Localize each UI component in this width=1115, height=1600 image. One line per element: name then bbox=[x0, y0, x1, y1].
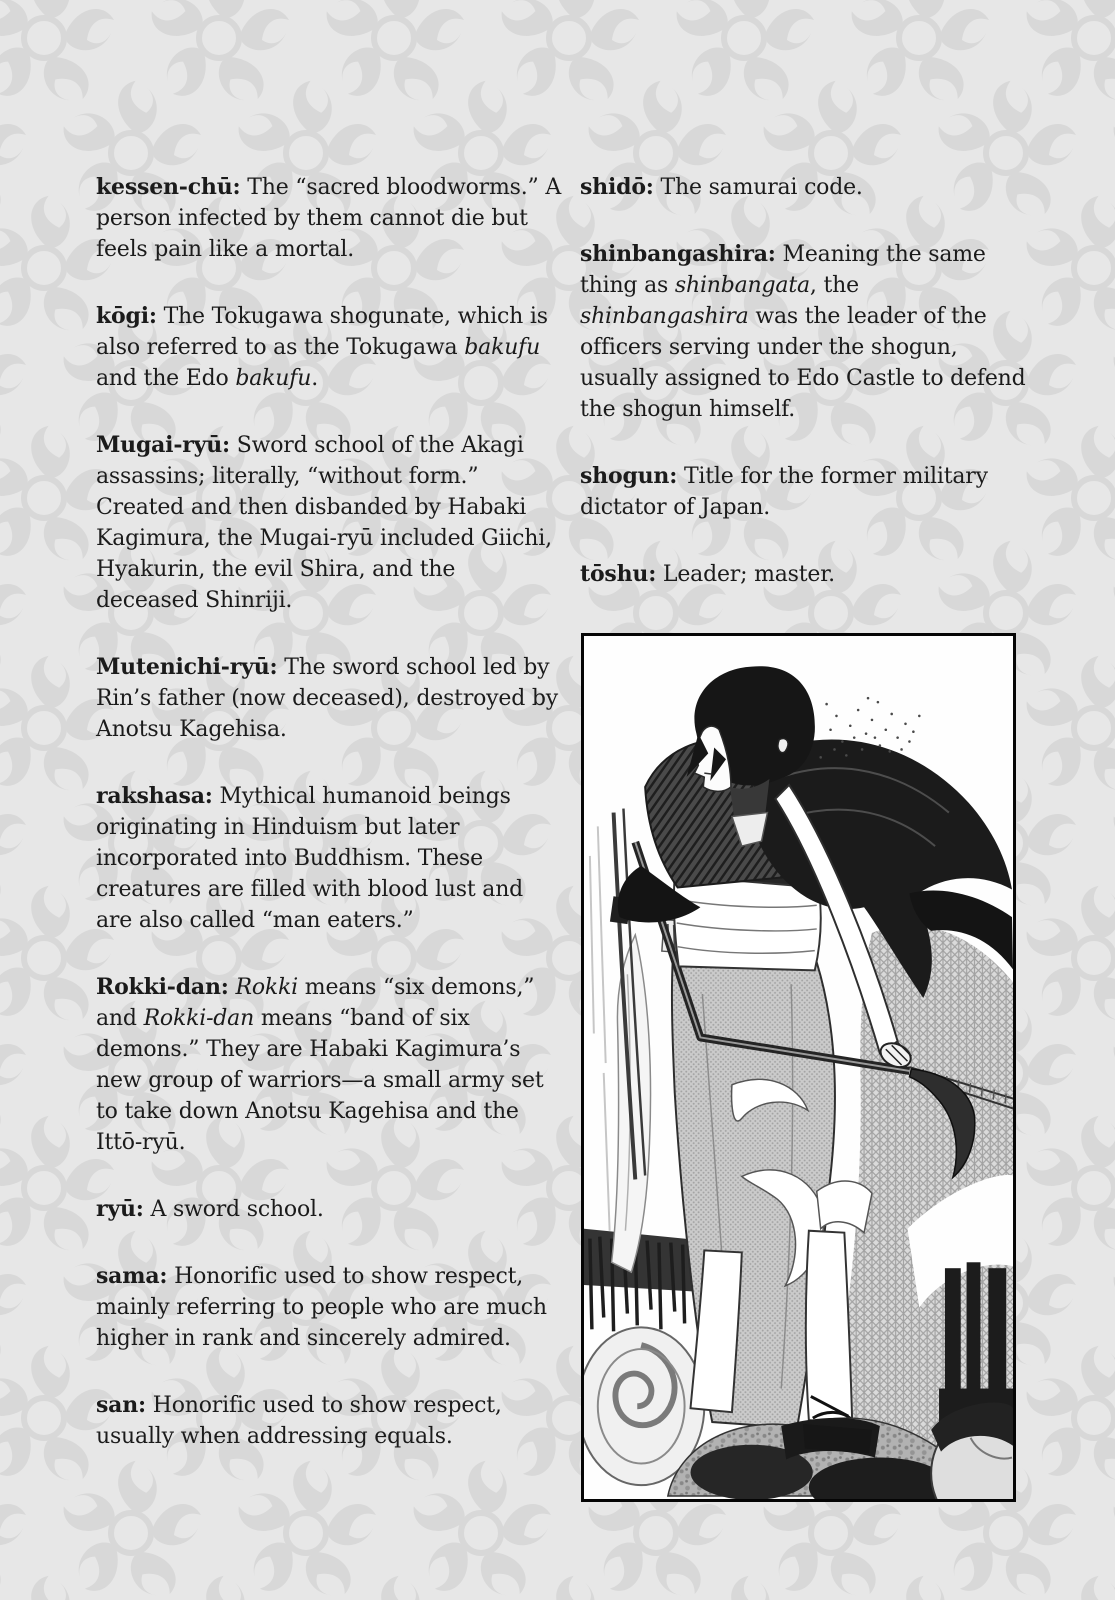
glossary-term: shinbangashira: bbox=[580, 241, 776, 267]
glossary-entry bbox=[580, 172, 1028, 203]
glossary-definition-text: shinbangashira bbox=[580, 304, 749, 329]
glossary-term: Mutenichi-ryū: bbox=[96, 654, 278, 680]
glossary-definition-text: Meaning the same thing as bbox=[580, 242, 986, 298]
glossary-entry bbox=[96, 430, 564, 616]
glossary-term: shidō: bbox=[580, 174, 654, 200]
glossary-term: kessen-chū: bbox=[96, 174, 241, 200]
glossary-entry bbox=[96, 652, 564, 745]
glossary-column-left bbox=[96, 172, 564, 1488]
glossary-term: tōshu: bbox=[580, 561, 657, 587]
glossary-definition-text: and the Edo bbox=[96, 366, 236, 391]
glossary-definition-text: bakufu bbox=[464, 335, 541, 360]
glossary-definition-text: . bbox=[311, 366, 318, 391]
glossary-definition-text: Honorific used to show respect, usually when addressing equals. bbox=[96, 1393, 502, 1449]
glossary-definition-text: was the leader of the officers serving under the shogun, usually assigned to Edo Castle to defend the shogun himself. bbox=[580, 304, 1026, 422]
glossary-entry bbox=[96, 301, 564, 394]
glossary-definition-text: bakufu bbox=[235, 366, 312, 391]
glossary-definition-text: Title for the former military dictator of Japan. bbox=[580, 464, 988, 520]
glossary-definition-text: means “band of six demons.” They are Habaki Kagimura’s new group of warriors—a small army set to take down Anotsu Kagehisa and the Ittō-ryū. bbox=[96, 1006, 544, 1155]
glossary-definition-text: Rokki bbox=[235, 975, 298, 1000]
glossary-definition-text: The Tokugawa shogunate, which is also referred to as the Tokugawa bbox=[96, 304, 548, 360]
glossary-entry bbox=[96, 1390, 564, 1452]
glossary-term: Mugai-ryū: bbox=[96, 432, 230, 458]
glossary-entry bbox=[580, 239, 1028, 425]
glossary-definition-text: Honorific used to show respect, mainly referring to people who are much higher in rank and sincerely admired. bbox=[96, 1264, 547, 1351]
glossary-definition-text: means “six demons,” and bbox=[96, 975, 535, 1031]
glossary-definition-text: Rokki-dan bbox=[143, 1006, 255, 1031]
glossary-term: rakshasa: bbox=[96, 783, 213, 809]
glossary-definition-text: Leader; master. bbox=[656, 562, 835, 587]
glossary-entry bbox=[96, 972, 564, 1158]
glossary-definition-text: The sword school led by Rin’s father (now deceased), destroyed by Anotsu Kagehisa. bbox=[96, 655, 559, 742]
glossary-term: kōgi: bbox=[96, 303, 157, 329]
glossary-term: san: bbox=[96, 1392, 146, 1418]
glossary-entry bbox=[96, 172, 564, 265]
glossary-entry bbox=[96, 1194, 564, 1225]
manga-panel-frame bbox=[581, 633, 1016, 1502]
glossary-definition-text: shinbangata bbox=[674, 273, 810, 298]
glossary-term: Rokki-dan: bbox=[96, 974, 229, 1000]
glossary-definition-text: Mythical humanoid beings originating in Hinduism but later incorporated into Buddhism. These creatures are filled with blood lust and are also called “man eaters.” bbox=[96, 784, 524, 933]
glossary-entry bbox=[96, 1261, 564, 1354]
manga-illustration bbox=[584, 636, 1013, 1499]
glossary-definition-text: The “sacred bloodworms.” A person infected by them cannot die but feels pain like a mortal. bbox=[96, 175, 562, 262]
glossary-definition-text: , the bbox=[809, 273, 859, 298]
glossary-definition-text: A sword school. bbox=[143, 1197, 324, 1222]
glossary-entry bbox=[580, 559, 1028, 590]
ear bbox=[778, 739, 788, 753]
glossary-term: sama: bbox=[96, 1263, 168, 1289]
glossary-definition-text: The samurai code. bbox=[653, 175, 863, 200]
glossary-term: shogun: bbox=[580, 463, 678, 489]
glossary-definition-text: Sword school of the Akagi assassins; literally, “without form.” Created and then disbanded by Habaki Kagimura, the Mugai-ryū included Giichi, Hyakurin, the evil Shira, and the deceased Shinriji. bbox=[96, 433, 552, 613]
glossary-entry bbox=[580, 461, 1028, 523]
glossary-term: ryū: bbox=[96, 1196, 144, 1222]
glossary-column-right bbox=[580, 172, 1028, 626]
glossary-entry bbox=[96, 781, 564, 936]
